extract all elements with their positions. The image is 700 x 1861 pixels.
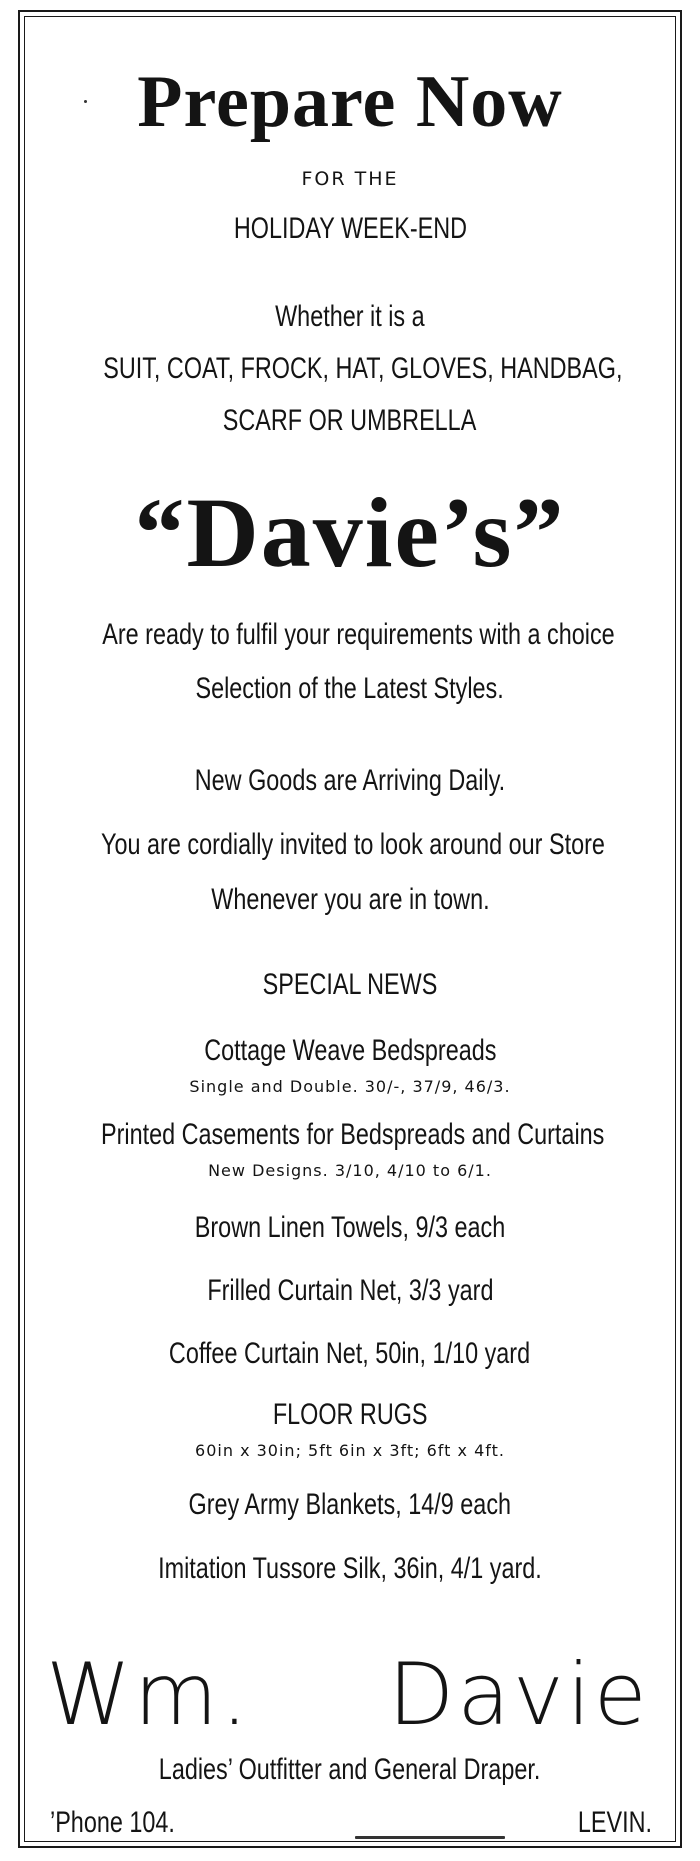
footer-davie: Davie <box>388 1645 650 1745</box>
headline: Prepare Now <box>137 61 563 143</box>
special-item-title: Cottage Weave Bedspreads <box>203 1034 497 1067</box>
footer-wm: Wm. <box>46 1645 252 1745</box>
special-item-title: Grey Army Blankets, 14/9 each <box>188 1488 512 1521</box>
special-news-heading: SPECIAL NEWS <box>262 968 438 1001</box>
ready-line-1: Are ready to fulfil your requirements with a choice <box>102 618 615 651</box>
invite-line-2: Whenever you are in town. <box>210 883 490 916</box>
items-line-2: SCARF OR UMBRELLA <box>223 404 477 437</box>
store-name: “Davie’s” <box>134 477 566 588</box>
special-item-detail: 60in x 30in; 5ft 6in x 3ft; 6ft x 4ft. <box>195 1441 505 1460</box>
footer-town: LEVIN. <box>577 1806 652 1839</box>
special-item-title: Brown Linen Towels, 9/3 each <box>194 1211 506 1244</box>
special-item-title: Frilled Curtain Net, 3/3 yard <box>206 1274 494 1307</box>
new-goods-text: New Goods are Arriving Daily. <box>194 764 506 797</box>
special-item-title: Coffee Curtain Net, 50in, 1/10 yard <box>169 1337 531 1370</box>
holiday-text: HOLIDAY WEEK-END <box>233 212 467 245</box>
print-speck <box>355 1836 505 1839</box>
special-item-detail: New Designs. 3/10, 4/10 to 6/1. <box>208 1161 492 1180</box>
special-item-title: FLOOR RUGS <box>272 1398 428 1431</box>
invite-line-1: You are cordially invited to look around our Store <box>101 828 605 861</box>
footer-tagline: Ladies’ Outfitter and General Draper. <box>159 1753 541 1786</box>
for-the-text: FOR THE <box>301 168 399 190</box>
special-item-detail: Single and Double. 30/-, 37/9, 46/3. <box>189 1077 511 1096</box>
footer-phone: ’Phone 104. <box>50 1806 175 1839</box>
whether-text: Whether it is a <box>275 300 425 333</box>
special-item-title: Printed Casements for Bedspreads and Curtains <box>100 1118 605 1151</box>
special-item-title: Imitation Tussore Silk, 36in, 4/1 yard. <box>158 1552 542 1585</box>
ready-line-2: Selection of the Latest Styles. <box>195 672 505 705</box>
items-line-1: SUIT, COAT, FROCK, HAT, GLOVES, HANDBAG, <box>103 352 623 385</box>
